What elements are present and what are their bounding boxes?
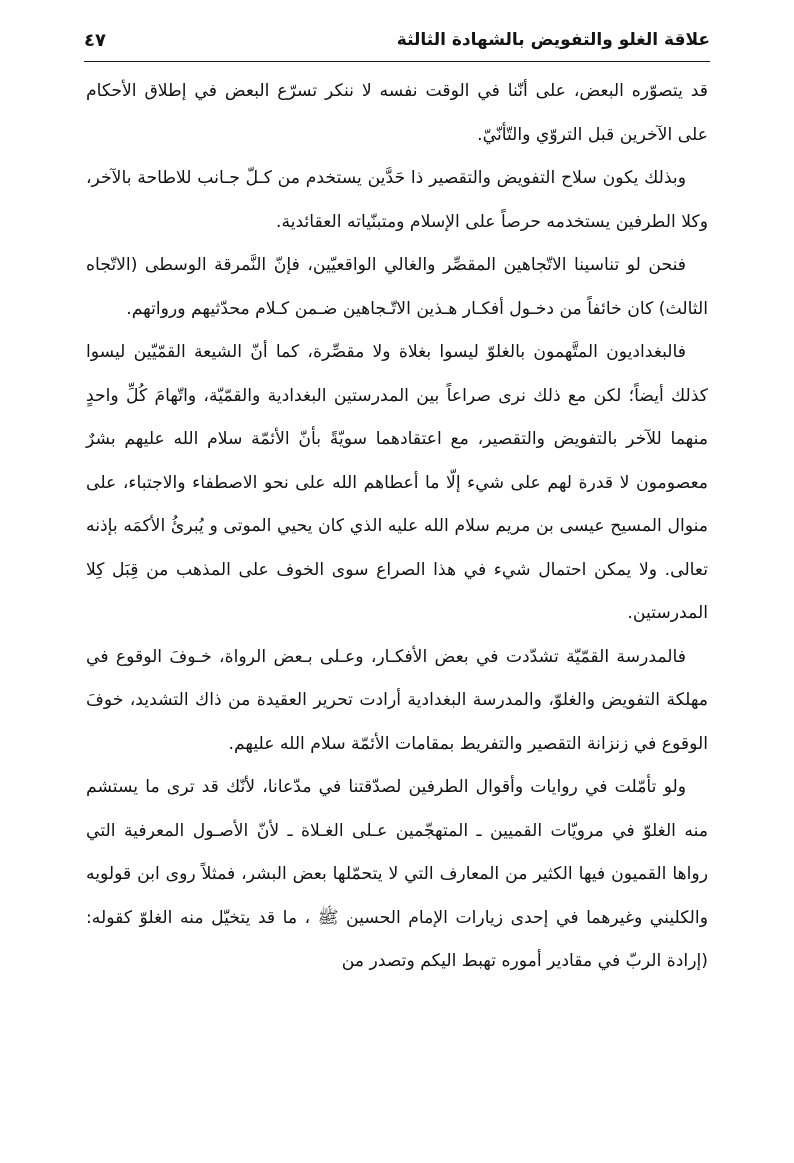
paragraph-5: فالمدرسة القمّيّة تشدّدت في بعض الأفكـار، وعـلى بـعض الرواة، خـوفَ الوقوع في مهلكة التفويض والغلوّ، والمدرسة البغدادية أرادت تحرير العقيدة من ذاك التشديد، خوفَ الوقوع في زنزانة التقصير والتفريط بمقامات الأئمّة سلام الله عليهم. [86, 646, 708, 754]
page-number: ٤٧ [84, 30, 106, 51]
running-header [84, 28, 710, 62]
paragraph-3: فنحن لو تناسينا الاتّجاهين المقصِّر والغالي الواقعيّين، فإنّ النَّمرقة الوسطى (الاتّجاه الثالث) كان خائفاً من دخـول أفكـار هـذين الاتّـجاهين ضـمن كـلام محدّثيهم ورواتهم. [86, 255, 708, 319]
paragraph-6: ولو تأمّلت في روايات وأقوال الطرفين لصدّقتنا في مدّعانا، لأنّك قد ترى ما يستشم منه الغلوّ في مرويّات القميين ـ المتهجّمين عـلى الغـلاة ـ لأنّ الأصـول المعرفية التي رواها القميون فيها الكثير من المعارف التي لا يتحمّلها بعض البشر، فمثلاً روى ابن قولويه والكليني وغيرهما في إحدى زيارات الإمام الحسين ﷺ ، ما قد يتخيّل منه الغلوّ كقوله: (إرادة الربّ في مقادير أموره تهبط اليكم وتصدر من [86, 777, 708, 971]
paragraph-1: قد يتصوّره البعض، على أنّنا في الوقت نفسه لا ننكر تسرّع البعض في إطلاق الأحكام على الآخرين قبل التروّي والتّأنّيّ. [86, 81, 708, 145]
body-text [86, 70, 708, 984]
paragraph-4: فالبغداديون المتَّهمون بالغلوّ ليسوا بغلاة ولا مقصِّرة، كما أنّ الشيعة القمّيّين ليسوا كذلك أيضاً؛ لكن مع ذلك نرى صراعاً بين المدرستين البغدادية والقمّيّة، واتّهامَ كُلِّ واحدٍ منهما للآخر بالتفويض والتقصير، مع اعتقادهما سويّةً بأنّ الأئمّة سلام الله عليهم بشرٌ معصومون لا قدرة لهم على شيء إلّا ما أعطاهم الله على نحو الاصطفاء والاجتباء، على منوال المسيح عيسى بن مريم سلام الله عليه الذي كان يحيي الموتى و يُبرئُ الأكمَه بإذنه تعالى. ولا يمكن احتمال شيء في هذا الصراع سوى الخوف على المذهب من قِبَل كِلا المدرستين. [86, 342, 708, 623]
header-divider [84, 61, 710, 62]
paragraph-2: وبذلك يكون سلاح التفويض والتقصير ذا حَدَّين يستخدم من كـلّ جـانب للاطاحة بالآخر، وكلا الطرفين يستخدمه حرصاً على الإسلام ومتبنّياته العقائدية. [86, 168, 708, 232]
chapter-title: علاقة الغلو والتفويض بالشهادة الثالثة [396, 30, 710, 50]
